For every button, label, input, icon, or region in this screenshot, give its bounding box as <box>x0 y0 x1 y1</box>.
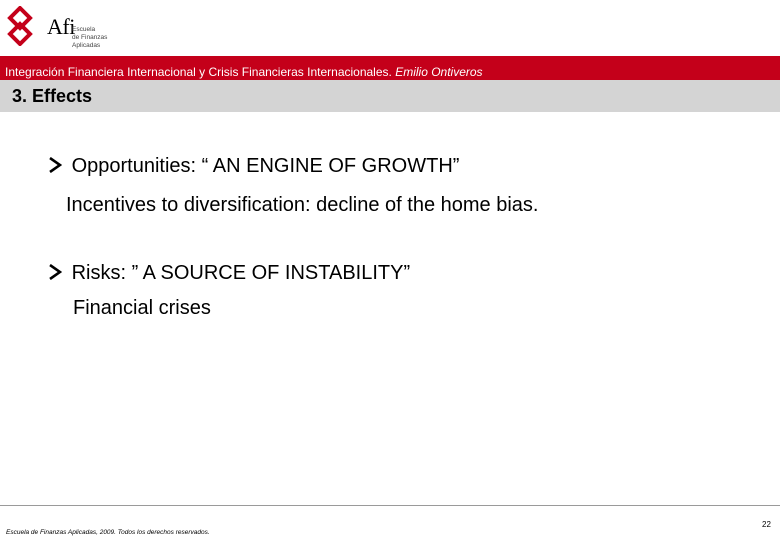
section-bar <box>0 80 780 112</box>
footer-copyright: Escuela de Finanzas Aplicadas, 2009. Todos los derechos reservados. <box>6 529 210 536</box>
bullet-subtext: Financial crises <box>73 297 211 319</box>
bullet-label: Opportunities <box>71 155 191 177</box>
banner-author: Emilio Ontiveros <box>395 65 483 79</box>
bullet-label: Risks <box>71 262 121 284</box>
section-title: 3. Effects <box>12 86 93 106</box>
bullet-risks <box>48 261 410 285</box>
logo-subtitle-line: de Finanzas <box>72 34 108 41</box>
logo-subtitle-line: Escuela <box>72 26 96 33</box>
footer-divider <box>0 505 780 506</box>
bullet-text: : ” A SOURCE OF INSTABILITY” <box>120 262 411 284</box>
bullet-opportunities <box>48 154 459 178</box>
header-banner-text <box>5 64 483 80</box>
arrow-bullet-icon <box>48 264 62 280</box>
logo-subtitle-line: Aplicadas <box>72 42 101 49</box>
bullet-text: : “ AN ENGINE OF GROWTH” <box>190 155 460 177</box>
page-number: 22 <box>762 520 771 529</box>
bullet-subtext: Incentives to diversification: decline of the home bias. <box>66 194 539 216</box>
banner-title: Integración Financiera Internacional y Crisis Financieras Internacionales. <box>5 65 392 79</box>
afi-logo <box>6 6 116 52</box>
arrow-bullet-icon <box>48 157 62 173</box>
logo-wordmark: Afi <box>47 14 75 39</box>
logo-subtitle <box>72 26 107 50</box>
afi-logo-mark-icon <box>6 6 34 46</box>
